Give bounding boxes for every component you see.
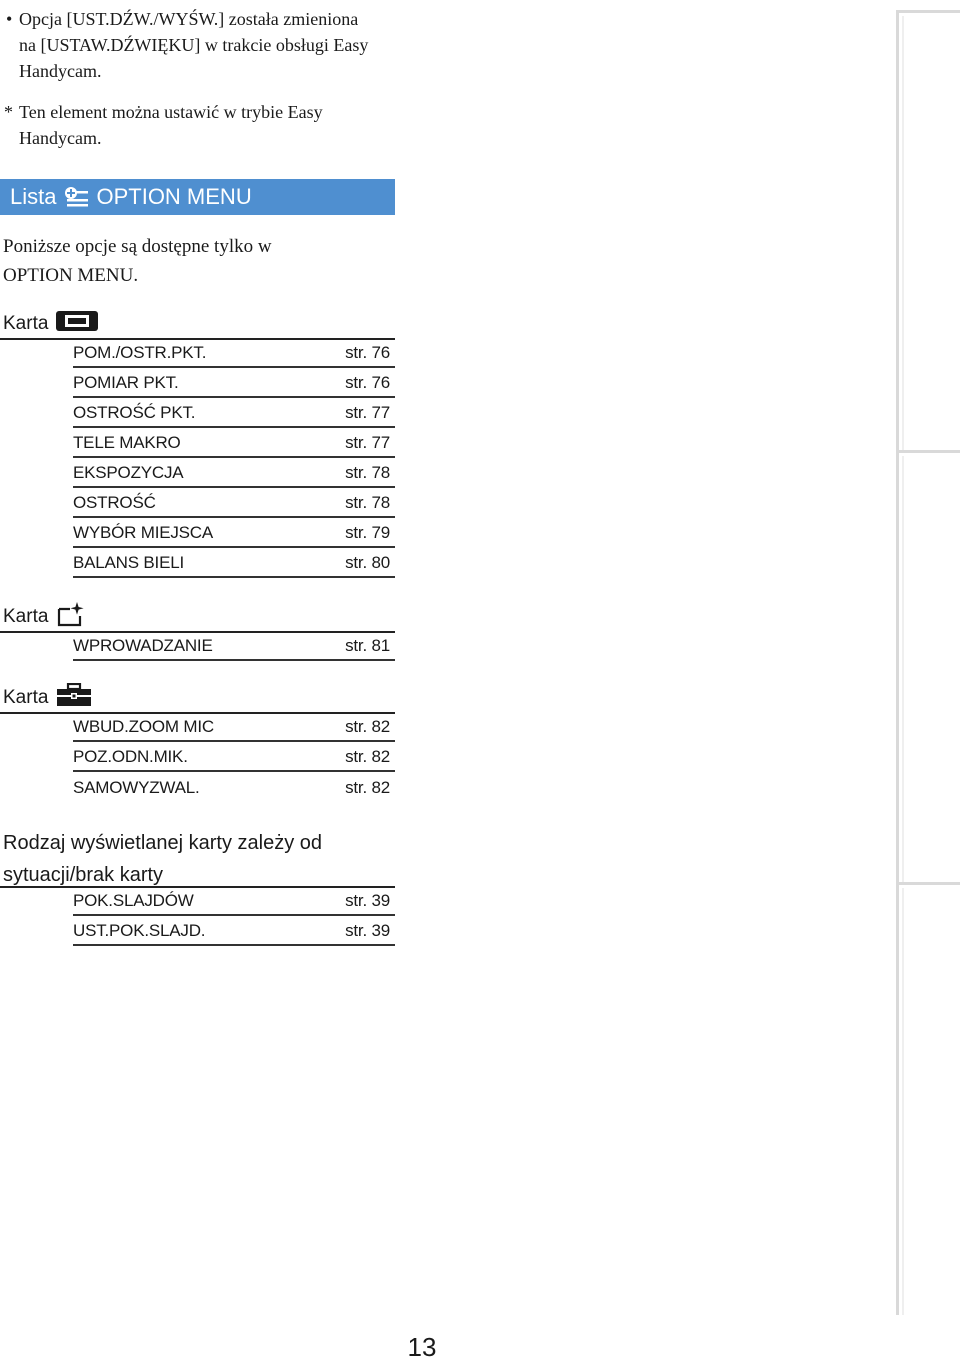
tab-dependency-note-line-1: Rodzaj wyświetlanej karty zależy od [3, 832, 323, 854]
menu-item-label: POZ.ODN.MIK. [73, 746, 188, 766]
intro-text [3, 232, 383, 290]
menu-item-label: UST.POK.SLAJD. [73, 920, 206, 940]
menu-row-pok-slajdow [73, 887, 395, 916]
menu-item-label: TELE MAKRO [73, 432, 181, 452]
menu-item-label: POM./OSTR.PKT. [73, 342, 207, 362]
menu-row-ust-pok-slajd [73, 917, 395, 946]
menu-item-label: EKSPOZYCJA [73, 462, 184, 482]
asterisk-note-line-2: Handycam. [19, 128, 102, 148]
menu-item-label: OSTROŚĆ [73, 492, 156, 512]
menu-item-label: WPROWADZANIE [73, 635, 213, 655]
page-ref: str. 82 [345, 777, 390, 797]
menu-row-wbud-zoom-mic [73, 713, 395, 742]
page-ref: str. 81 [345, 635, 390, 655]
menu-row-tele-makro [73, 429, 395, 458]
section-title-suffix: OPTION MENU [96, 184, 252, 209]
page-ref: str. 76 [345, 372, 390, 392]
page-ref: str. 39 [345, 920, 390, 940]
tab-toolbox-label: Karta [3, 687, 49, 708]
menu-item-label: POMIAR PKT. [73, 372, 179, 392]
side-tab-3[interactable] [896, 882, 960, 1315]
section-header [0, 179, 395, 215]
tab-dependency-note-line-2: sytuacji/brak karty [3, 864, 164, 886]
menu-row-ekspozycja [73, 459, 395, 488]
tab-toolbox-heading [3, 684, 92, 712]
tab-camera-label: Karta [3, 313, 49, 334]
menu-row-samowyzwal [73, 773, 395, 802]
page-ref: str. 77 [345, 432, 390, 452]
intro-line-2: OPTION MENU. [3, 265, 139, 286]
section-title-prefix: Lista [10, 184, 57, 209]
menu-row-poz-odn-mik [73, 743, 395, 772]
tab-dependency-note [3, 827, 383, 891]
menu-item-label: POK.SLAJDÓW [73, 890, 194, 910]
menu-row-pom-ostr-pkt [73, 339, 395, 368]
bullet-note-line-1: Opcja [UST.DŹW./WYŚW.] została zmieniona [19, 9, 359, 29]
tab-effect-label: Karta [3, 606, 49, 627]
page-ref: str. 82 [345, 716, 390, 736]
menu-item-label: WBUD.ZOOM MIC [73, 716, 214, 736]
asterisk-symbol: * [4, 102, 13, 122]
menu-item-label: BALANS BIELI [73, 552, 184, 572]
menu-row-wprowadzanie [73, 632, 395, 661]
effect-tab-icon [56, 601, 86, 633]
page-ref: str. 77 [345, 402, 390, 422]
page-ref: str. 76 [345, 342, 390, 362]
bullet-note-line-2: na [USTAW.DŹWIĘKU] w trakcie obsługi Easy [19, 35, 369, 55]
menu-row-pomiar-pkt [73, 369, 395, 398]
bullet-symbol: • [6, 9, 13, 29]
page-ref: str. 79 [345, 522, 390, 542]
side-tab-1[interactable] [896, 10, 960, 450]
tab-camera-heading [3, 310, 98, 338]
page-number: 13 [407, 1332, 437, 1362]
page-ref: str. 39 [345, 890, 390, 910]
menu-row-balans-bieli [73, 549, 395, 578]
menu-item-label: OSTROŚĆ PKT. [73, 402, 196, 422]
menu-row-ostrosc-pkt [73, 399, 395, 428]
page-ref: str. 78 [345, 462, 390, 482]
menu-row-wybor-miejsca [73, 519, 395, 548]
menu-item-label: WYBÓR MIEJSCA [73, 522, 214, 542]
page-ref: str. 80 [345, 552, 390, 572]
camera-tab-icon [56, 309, 98, 339]
toolbox-tab-icon [56, 683, 92, 713]
menu-item-label: SAMOWYZWAL. [73, 777, 200, 797]
page-ref: str. 82 [345, 746, 390, 766]
bullet-note-line-3: Handycam. [19, 61, 102, 81]
side-tab-2[interactable] [896, 450, 960, 882]
option-menu-icon [64, 186, 90, 208]
intro-line-1: Poniższe opcje są dostępne tylko w [3, 236, 272, 257]
page-ref: str. 78 [345, 492, 390, 512]
asterisk-note-line-1: Ten element można ustawić w trybie Easy [19, 102, 323, 122]
tab-effect-heading [3, 603, 86, 631]
side-tab-rail [896, 10, 960, 1315]
menu-row-ostrosc [73, 489, 395, 518]
